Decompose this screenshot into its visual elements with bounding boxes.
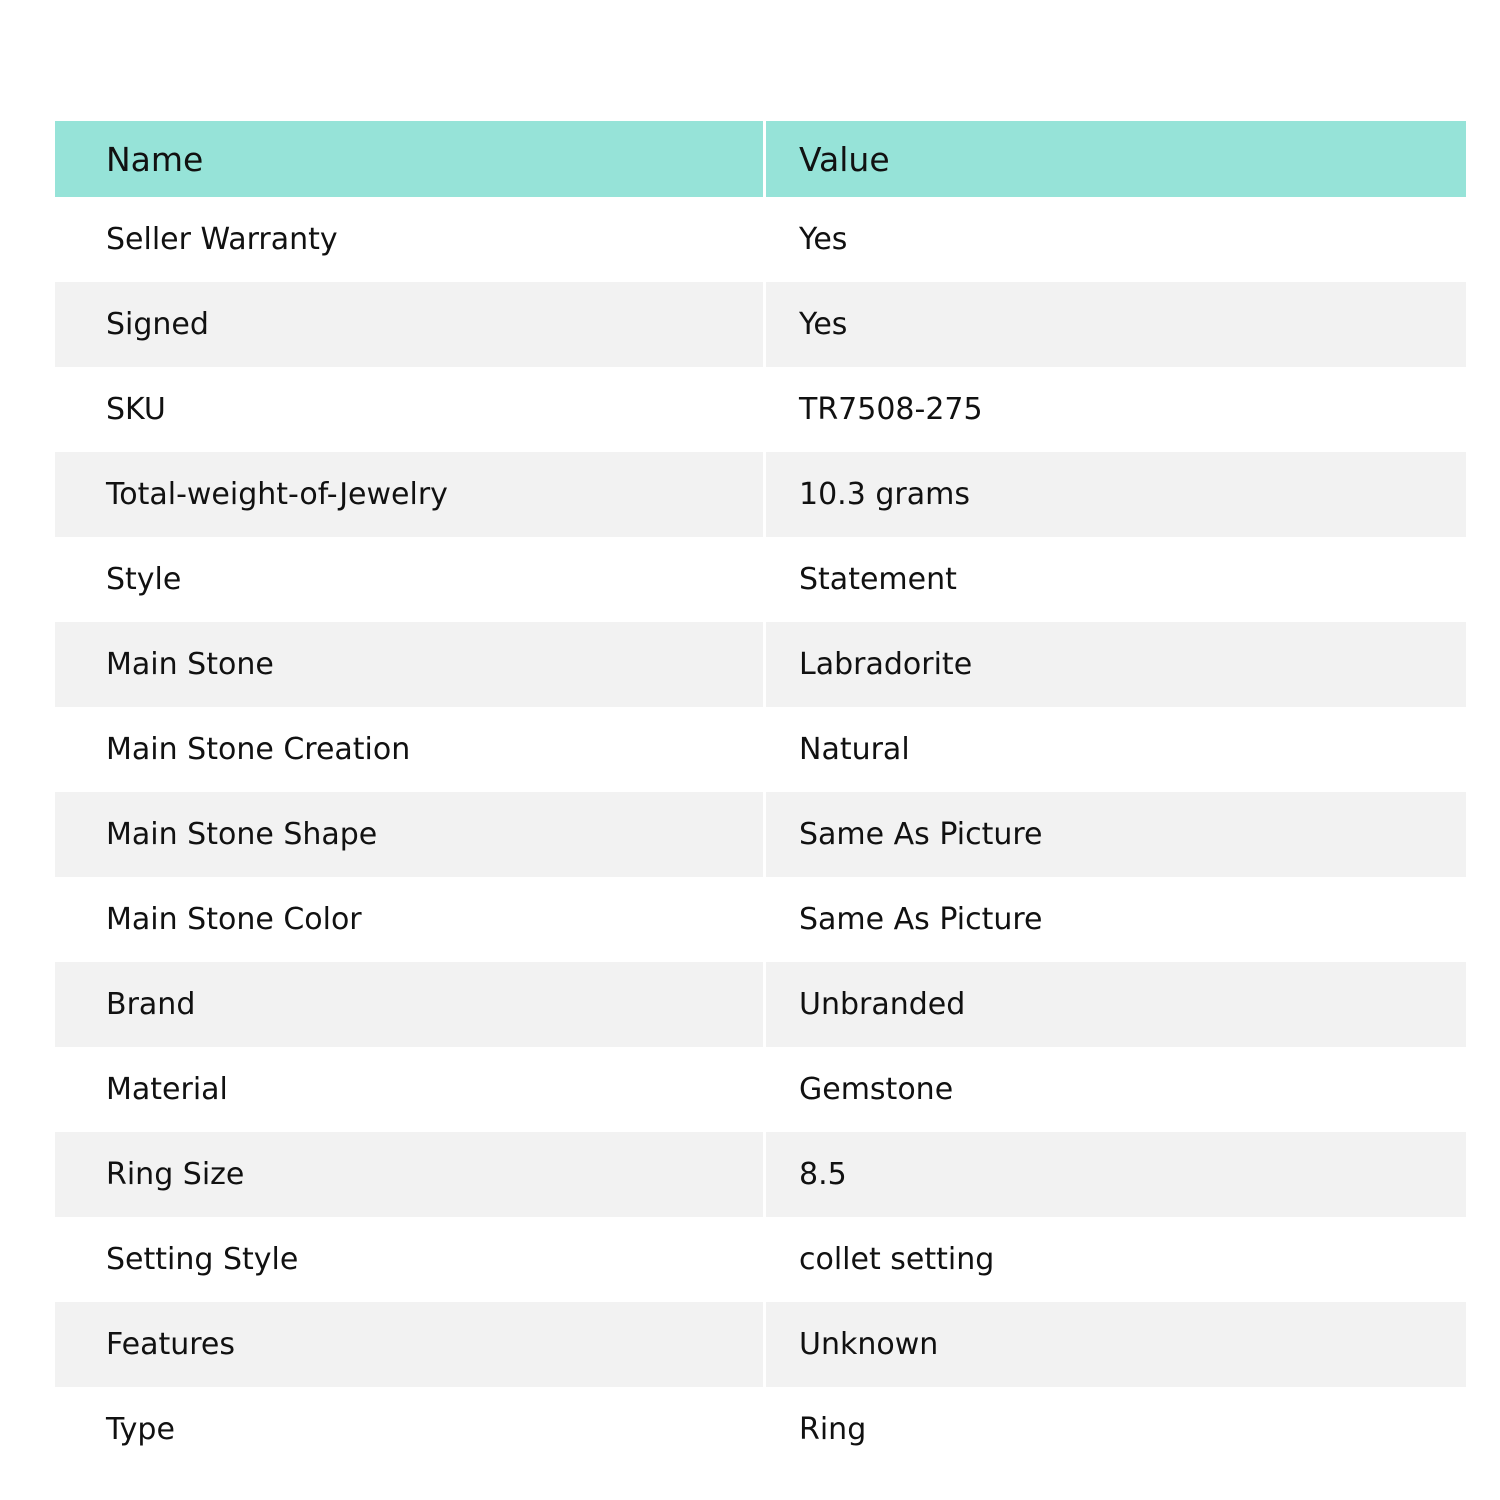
row-value-cell: 10.3 grams bbox=[766, 452, 1466, 537]
row-name-cell: Style bbox=[55, 537, 766, 622]
row-name-cell: Type bbox=[55, 1387, 766, 1472]
row-name-cell: Main Stone Creation bbox=[55, 707, 766, 792]
row-name-cell: Total-weight-of-Jewelry bbox=[55, 452, 766, 537]
row-name-cell: Seller Warranty bbox=[55, 197, 766, 282]
row-value-cell: Yes bbox=[766, 197, 1466, 282]
row-name-cell: Main Stone Shape bbox=[55, 792, 766, 877]
table-row bbox=[55, 452, 1466, 537]
table-row bbox=[55, 537, 1466, 622]
row-value-cell: Labradorite bbox=[766, 622, 1466, 707]
row-value-cell: 8.5 bbox=[766, 1132, 1466, 1217]
row-value-cell: Natural bbox=[766, 707, 1466, 792]
row-value-cell: Yes bbox=[766, 282, 1466, 367]
table-row bbox=[55, 1217, 1466, 1302]
table-row bbox=[55, 197, 1466, 282]
row-name-cell: Setting Style bbox=[55, 1217, 766, 1302]
row-name-cell: Material bbox=[55, 1047, 766, 1132]
header-value-cell: Value bbox=[766, 121, 1466, 197]
row-name-cell: Ring Size bbox=[55, 1132, 766, 1217]
row-value-cell: Unbranded bbox=[766, 962, 1466, 1047]
table-row bbox=[55, 792, 1466, 877]
table-row bbox=[55, 622, 1466, 707]
row-value-cell: Same As Picture bbox=[766, 792, 1466, 877]
row-name-cell: Brand bbox=[55, 962, 766, 1047]
row-value-cell: Statement bbox=[766, 537, 1466, 622]
table-row bbox=[55, 877, 1466, 962]
table-row bbox=[55, 367, 1466, 452]
row-name-cell: Main Stone Color bbox=[55, 877, 766, 962]
row-value-cell: collet setting bbox=[766, 1217, 1466, 1302]
row-value-cell: Same As Picture bbox=[766, 877, 1466, 962]
row-name-cell: Signed bbox=[55, 282, 766, 367]
header-name-cell: Name bbox=[55, 121, 766, 197]
table-row bbox=[55, 1132, 1466, 1217]
row-name-cell: SKU bbox=[55, 367, 766, 452]
table-row bbox=[55, 962, 1466, 1047]
row-name-cell: Features bbox=[55, 1302, 766, 1387]
specs-table bbox=[55, 121, 1466, 1472]
table-row bbox=[55, 282, 1466, 367]
row-value-cell: Unknown bbox=[766, 1302, 1466, 1387]
table-header-row bbox=[55, 121, 1466, 197]
row-value-cell: Ring bbox=[766, 1387, 1466, 1472]
row-name-cell: Main Stone bbox=[55, 622, 766, 707]
table-row bbox=[55, 1302, 1466, 1387]
table-row bbox=[55, 1387, 1466, 1472]
table-row bbox=[55, 707, 1466, 792]
table-row bbox=[55, 1047, 1466, 1132]
row-value-cell: Gemstone bbox=[766, 1047, 1466, 1132]
row-value-cell: TR7508-275 bbox=[766, 367, 1466, 452]
